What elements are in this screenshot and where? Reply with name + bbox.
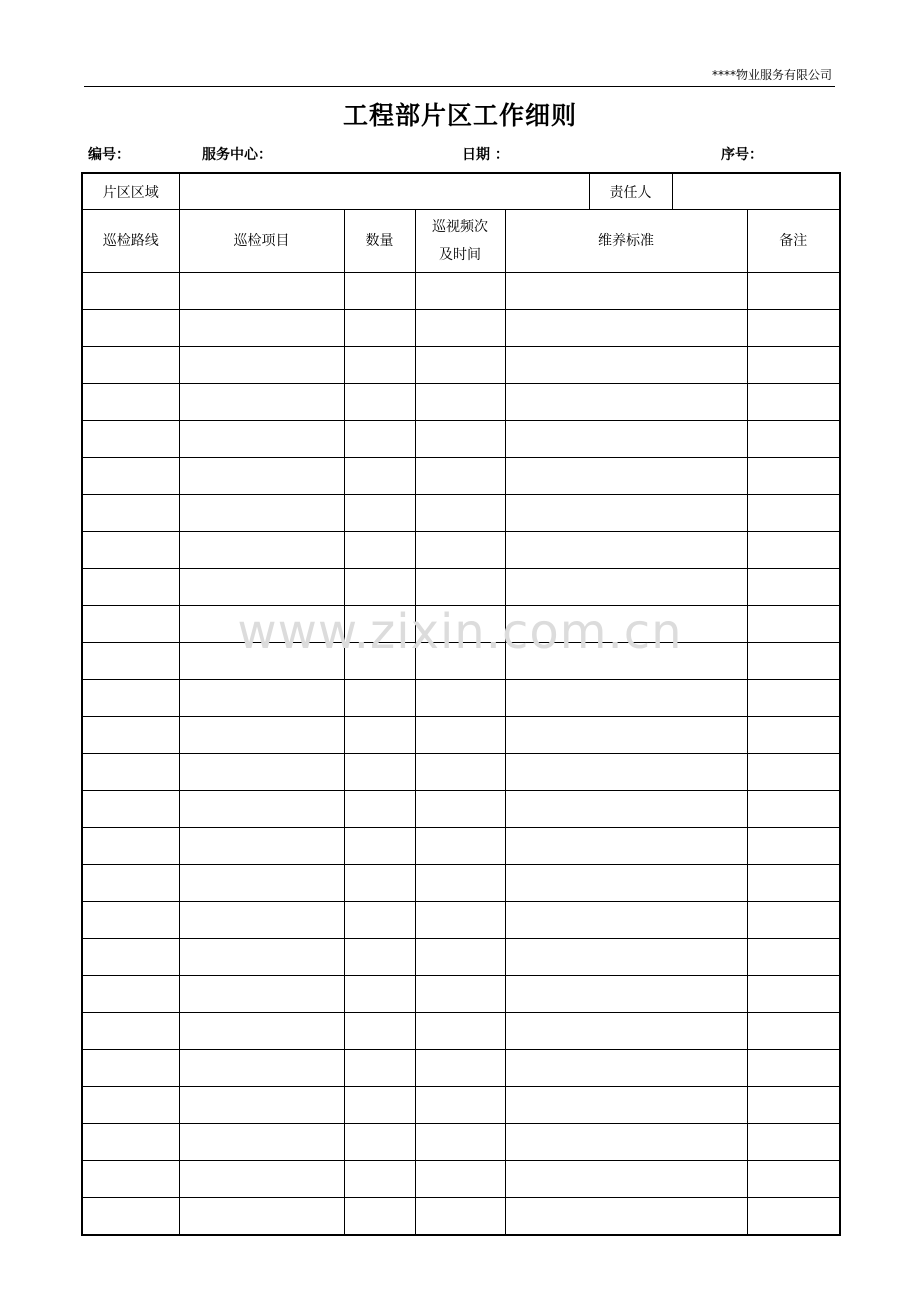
cell-remarks[interactable]: [747, 643, 840, 680]
cell-remarks[interactable]: [747, 902, 840, 939]
cell-remarks[interactable]: [747, 532, 840, 569]
cell-item[interactable]: [179, 865, 344, 902]
cell-route[interactable]: [82, 458, 179, 495]
col-remarks: [747, 210, 840, 273]
page-title: 工程部片区工作细则: [342, 101, 577, 130]
cell-frequency[interactable]: [415, 421, 505, 458]
cell-remarks[interactable]: [747, 754, 840, 791]
cell-frequency[interactable]: [415, 976, 505, 1013]
col-quantity-label: 数量: [365, 233, 394, 249]
col-standard: [505, 210, 747, 273]
table-row: [82, 902, 840, 939]
cell-standard[interactable]: [505, 1124, 747, 1161]
serial-no-label: 编号：: [88, 147, 130, 163]
table-row: [82, 273, 840, 310]
cell-item[interactable]: [179, 791, 344, 828]
cell-quantity[interactable]: [344, 273, 415, 310]
cell-quantity[interactable]: [344, 1161, 415, 1198]
cell-quantity[interactable]: [344, 939, 415, 976]
cell-quantity[interactable]: [344, 1087, 415, 1124]
cell-frequency[interactable]: [415, 569, 505, 606]
cell-route[interactable]: [82, 939, 179, 976]
area-value-cell[interactable]: [179, 173, 589, 210]
cell-item[interactable]: [179, 828, 344, 865]
cell-route[interactable]: [82, 976, 179, 1013]
col-route: [82, 210, 179, 273]
cell-frequency[interactable]: [415, 273, 505, 310]
table-row: [82, 421, 840, 458]
cell-item[interactable]: [179, 347, 344, 384]
cell-standard[interactable]: [505, 902, 747, 939]
cell-frequency[interactable]: [415, 384, 505, 421]
cell-quantity[interactable]: [344, 680, 415, 717]
cell-item[interactable]: [179, 458, 344, 495]
cell-quantity[interactable]: [344, 1013, 415, 1050]
cell-route[interactable]: [82, 1050, 179, 1087]
cell-item[interactable]: [179, 1161, 344, 1198]
cell-item[interactable]: [179, 680, 344, 717]
cell-quantity[interactable]: [344, 458, 415, 495]
table-row: [82, 384, 840, 421]
table-row: [82, 643, 840, 680]
cell-item[interactable]: [179, 717, 344, 754]
cell-quantity[interactable]: [344, 1124, 415, 1161]
cell-frequency[interactable]: [415, 458, 505, 495]
cell-item[interactable]: [179, 606, 344, 643]
cell-item[interactable]: [179, 273, 344, 310]
cell-remarks[interactable]: [747, 939, 840, 976]
col-standard-label: 维养标准: [598, 233, 654, 249]
cell-standard[interactable]: [505, 606, 747, 643]
cell-quantity[interactable]: [344, 421, 415, 458]
cell-route[interactable]: [82, 1198, 179, 1236]
cell-frequency[interactable]: [415, 754, 505, 791]
cell-item[interactable]: [179, 1050, 344, 1087]
cell-standard[interactable]: [505, 1050, 747, 1087]
cell-standard[interactable]: [505, 1161, 747, 1198]
work-rules-table: [81, 172, 841, 1236]
cell-remarks[interactable]: [747, 458, 840, 495]
responsible-label-cell: [589, 173, 672, 210]
cell-item[interactable]: [179, 569, 344, 606]
cell-quantity[interactable]: [344, 384, 415, 421]
col-item: [179, 210, 344, 273]
cell-quantity[interactable]: [344, 976, 415, 1013]
table-row: [82, 754, 840, 791]
cell-item[interactable]: [179, 384, 344, 421]
cell-route[interactable]: [82, 902, 179, 939]
cell-route[interactable]: [82, 1161, 179, 1198]
cell-item[interactable]: [179, 1013, 344, 1050]
cell-standard[interactable]: [505, 310, 747, 347]
cell-route[interactable]: [82, 273, 179, 310]
column-header-row: [82, 210, 840, 273]
cell-frequency[interactable]: [415, 1198, 505, 1236]
cell-route[interactable]: [82, 347, 179, 384]
cell-quantity[interactable]: [344, 532, 415, 569]
cell-route[interactable]: [82, 310, 179, 347]
cell-frequency[interactable]: [415, 865, 505, 902]
cell-route[interactable]: [82, 828, 179, 865]
cell-standard[interactable]: [505, 754, 747, 791]
cell-route[interactable]: [82, 643, 179, 680]
cell-remarks[interactable]: [747, 347, 840, 384]
cell-quantity[interactable]: [344, 310, 415, 347]
cell-standard[interactable]: [505, 828, 747, 865]
table-row: [82, 717, 840, 754]
cell-remarks[interactable]: [747, 828, 840, 865]
cell-remarks[interactable]: [747, 1198, 840, 1236]
cell-route[interactable]: [82, 495, 179, 532]
table-row: [82, 1013, 840, 1050]
table-row: [82, 1050, 840, 1087]
cell-remarks[interactable]: [747, 791, 840, 828]
table-row: [82, 1087, 840, 1124]
cell-item[interactable]: [179, 1198, 344, 1236]
cell-frequency[interactable]: [415, 532, 505, 569]
cell-item[interactable]: [179, 754, 344, 791]
cell-standard[interactable]: [505, 717, 747, 754]
table-row: [82, 310, 840, 347]
table-row: [82, 976, 840, 1013]
cell-remarks[interactable]: [747, 384, 840, 421]
cell-route[interactable]: [82, 569, 179, 606]
cell-frequency[interactable]: [415, 643, 505, 680]
cell-remarks[interactable]: [747, 273, 840, 310]
cell-standard[interactable]: [505, 458, 747, 495]
cell-item[interactable]: [179, 1087, 344, 1124]
cell-item[interactable]: [179, 939, 344, 976]
table-row: [82, 1198, 840, 1236]
cell-frequency[interactable]: [415, 680, 505, 717]
table-row: [82, 347, 840, 384]
col-frequency-line1: 巡视频次: [432, 219, 488, 235]
cell-remarks[interactable]: [747, 1124, 840, 1161]
col-route-label: 巡检路线: [102, 233, 159, 249]
cell-standard[interactable]: [505, 791, 747, 828]
cell-remarks[interactable]: [747, 606, 840, 643]
cell-quantity[interactable]: [344, 791, 415, 828]
date-label: 日期 ：: [462, 147, 509, 163]
cell-standard[interactable]: [505, 1087, 747, 1124]
cell-standard[interactable]: [505, 384, 747, 421]
cell-frequency[interactable]: [415, 939, 505, 976]
cell-frequency[interactable]: [415, 347, 505, 384]
cell-remarks[interactable]: [747, 717, 840, 754]
cell-item[interactable]: [179, 421, 344, 458]
cell-remarks[interactable]: [747, 976, 840, 1013]
cell-item[interactable]: [179, 495, 344, 532]
table-row: [82, 865, 840, 902]
service-center-label: 服务中心：: [202, 147, 272, 163]
col-frequency-line2: 及时间: [439, 247, 481, 263]
table-row: [82, 569, 840, 606]
cell-frequency[interactable]: [415, 1124, 505, 1161]
cell-remarks[interactable]: [747, 495, 840, 532]
cell-route[interactable]: [82, 1013, 179, 1050]
col-frequency: [415, 210, 505, 273]
cell-route[interactable]: [82, 791, 179, 828]
cell-item[interactable]: [179, 310, 344, 347]
cell-quantity[interactable]: [344, 495, 415, 532]
table-row: [82, 495, 840, 532]
cell-remarks[interactable]: [747, 865, 840, 902]
cell-quantity[interactable]: [344, 717, 415, 754]
cell-quantity[interactable]: [344, 606, 415, 643]
cell-standard[interactable]: [505, 495, 747, 532]
cell-remarks[interactable]: [747, 569, 840, 606]
area-label-cell: [82, 173, 179, 210]
header-rule: [84, 86, 835, 87]
cell-remarks[interactable]: [747, 680, 840, 717]
col-item-label: 巡检项目: [233, 233, 290, 249]
table-row: [82, 458, 840, 495]
cell-quantity[interactable]: [344, 902, 415, 939]
table-row: [82, 939, 840, 976]
cell-frequency[interactable]: [415, 1087, 505, 1124]
cell-standard[interactable]: [505, 976, 747, 1013]
cell-item[interactable]: [179, 1124, 344, 1161]
cell-frequency[interactable]: [415, 310, 505, 347]
cell-quantity[interactable]: [344, 643, 415, 680]
table-row: [82, 1161, 840, 1198]
cell-item[interactable]: [179, 976, 344, 1013]
cell-route[interactable]: [82, 1087, 179, 1124]
cell-remarks[interactable]: [747, 1087, 840, 1124]
region-row: [82, 173, 840, 210]
cell-route[interactable]: [82, 1124, 179, 1161]
cell-remarks[interactable]: [747, 1013, 840, 1050]
table-row: [82, 828, 840, 865]
cell-frequency[interactable]: [415, 1013, 505, 1050]
cell-standard[interactable]: [505, 865, 747, 902]
cell-standard[interactable]: [505, 1198, 747, 1236]
cell-remarks[interactable]: [747, 1161, 840, 1198]
cell-frequency[interactable]: [415, 717, 505, 754]
cell-frequency[interactable]: [415, 1050, 505, 1087]
cell-route[interactable]: [82, 421, 179, 458]
cell-route[interactable]: [82, 717, 179, 754]
cell-standard[interactable]: [505, 273, 747, 310]
cell-remarks[interactable]: [747, 310, 840, 347]
cell-quantity[interactable]: [344, 1050, 415, 1087]
cell-quantity[interactable]: [344, 865, 415, 902]
table-row: [82, 606, 840, 643]
company-name: ****物业服务有限公司: [711, 68, 832, 82]
cell-remarks[interactable]: [747, 1050, 840, 1087]
cell-route[interactable]: [82, 754, 179, 791]
cell-quantity[interactable]: [344, 1198, 415, 1236]
cell-frequency[interactable]: [415, 495, 505, 532]
cell-standard[interactable]: [505, 680, 747, 717]
col-remarks-label: 备注: [779, 233, 808, 249]
responsible-value-cell[interactable]: [672, 173, 840, 210]
cell-route[interactable]: [82, 680, 179, 717]
sequence-label: 序号：: [721, 147, 763, 163]
responsible-label: 责任人: [609, 184, 652, 201]
table-row: [82, 791, 840, 828]
watermark: www.zixin.com.cn: [237, 604, 683, 660]
cell-frequency[interactable]: [415, 828, 505, 865]
cell-route[interactable]: [82, 606, 179, 643]
cell-frequency[interactable]: [415, 606, 505, 643]
cell-standard[interactable]: [505, 643, 747, 680]
cell-standard[interactable]: [505, 532, 747, 569]
col-quantity: [344, 210, 415, 273]
cell-standard[interactable]: [505, 569, 747, 606]
cell-standard[interactable]: [505, 347, 747, 384]
cell-remarks[interactable]: [747, 421, 840, 458]
cell-standard[interactable]: [505, 1013, 747, 1050]
cell-standard[interactable]: [505, 421, 747, 458]
cell-quantity[interactable]: [344, 828, 415, 865]
cell-route[interactable]: [82, 865, 179, 902]
cell-quantity[interactable]: [344, 569, 415, 606]
cell-item[interactable]: [179, 902, 344, 939]
cell-item[interactable]: [179, 643, 344, 680]
table-row: [82, 680, 840, 717]
cell-standard[interactable]: [505, 939, 747, 976]
table-row: [82, 532, 840, 569]
cell-quantity[interactable]: [344, 347, 415, 384]
cell-route[interactable]: [82, 384, 179, 421]
cell-frequency[interactable]: [415, 1161, 505, 1198]
table-row: [82, 1124, 840, 1161]
cell-route[interactable]: [82, 532, 179, 569]
cell-quantity[interactable]: [344, 754, 415, 791]
area-label: 片区区域: [102, 184, 159, 201]
cell-frequency[interactable]: [415, 791, 505, 828]
cell-frequency[interactable]: [415, 902, 505, 939]
cell-item[interactable]: [179, 532, 344, 569]
